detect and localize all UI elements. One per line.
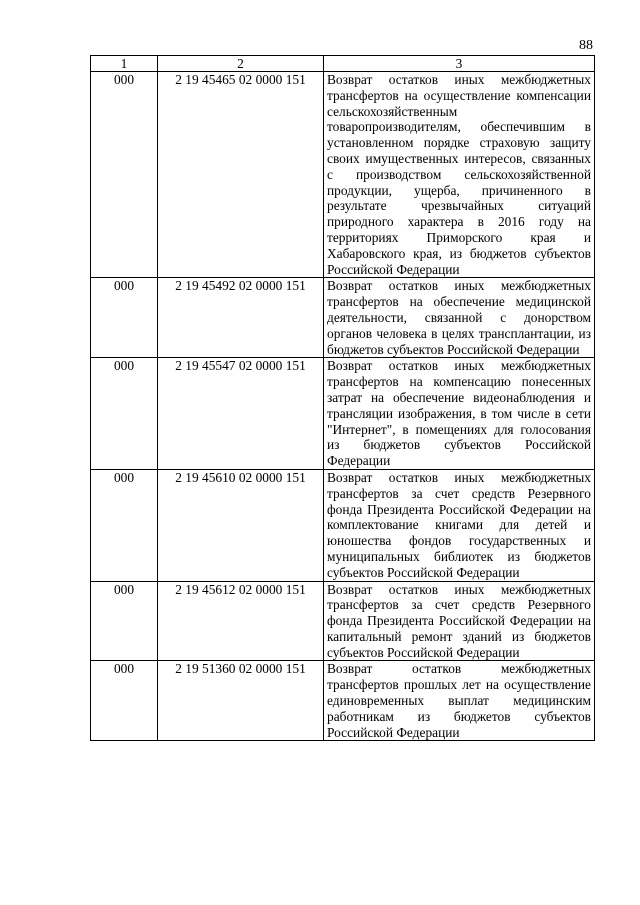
page-number: 88 xyxy=(579,38,593,53)
admin-code-cell: 000 xyxy=(91,661,158,741)
table-header xyxy=(91,56,595,72)
admin-code-cell: 000 xyxy=(91,581,158,661)
column-header-1: 1 xyxy=(91,56,158,72)
budget-code-cell: 2 19 51360 02 0000 151 xyxy=(158,661,324,741)
table-row xyxy=(91,358,595,470)
table-row xyxy=(91,661,595,741)
admin-code-cell: 000 xyxy=(91,469,158,581)
table-body xyxy=(91,72,595,741)
description-cell: Возврат остатков иных межбюджетных трансфертов на компенсацию понесенных затрат на обеспечение видеонаблюдения и трансляции изображения, в том числе в сети "Интернет", в помещениях для голосования из бюджетов субъектов Российской Федерации xyxy=(324,358,595,470)
budget-code-cell: 2 19 45492 02 0000 151 xyxy=(158,278,324,358)
budget-code-cell: 2 19 45465 02 0000 151 xyxy=(158,72,324,278)
budget-code-cell: 2 19 45547 02 0000 151 xyxy=(158,358,324,470)
description-cell: Возврат остатков иных межбюджетных трансфертов за счет средств Резервного фонда Президента Российской Федерации на капитальный ремонт зданий из бюджетов субъектов Российской Федерации xyxy=(324,581,595,661)
admin-code-cell: 000 xyxy=(91,358,158,470)
description-cell: Возврат остатков иных межбюджетных трансфертов за счет средств Резервного фонда Президента Российской Федерации на комплектование книгами для детей и юношества фондов государственных и муниципальных библиотек из бюджетов субъектов Российской Федерации xyxy=(324,469,595,581)
table-row xyxy=(91,581,595,661)
admin-code-cell: 000 xyxy=(91,72,158,278)
table-header-row xyxy=(91,56,595,72)
column-header-3: 3 xyxy=(324,56,595,72)
table-row xyxy=(91,72,595,278)
description-cell: Возврат остатков иных межбюджетных трансфертов на осуществление компенсации сельскохозяйственным товаропроизводителям, обеспечившим в установленном порядке страховую защиту своих имущественных интересов, связанных с производством сельскохозяйственной продукции, ущерба, причиненного в результате чрезвычайных ситуаций природного характера в 2016 году на территориях Приморского края и Хабаровского края, из бюджетов субъектов Российской Федерации xyxy=(324,72,595,278)
column-header-2: 2 xyxy=(158,56,324,72)
description-cell: Возврат остатков иных межбюджетных трансфертов на обеспечение медицинской деятельности, связанной с донорством органов человека в целях трансплантации, из бюджетов субъектов Российской Федерации xyxy=(324,278,595,358)
table-row xyxy=(91,278,595,358)
budget-code-cell: 2 19 45610 02 0000 151 xyxy=(158,469,324,581)
budget-codes-table xyxy=(90,55,595,741)
table-row xyxy=(91,469,595,581)
admin-code-cell: 000 xyxy=(91,278,158,358)
description-cell: Возврат остатков межбюджетных трансфертов прошлых лет на осуществление единовременных выплат медицинским работникам из бюджетов субъектов Российской Федерации xyxy=(324,661,595,741)
budget-code-cell: 2 19 45612 02 0000 151 xyxy=(158,581,324,661)
